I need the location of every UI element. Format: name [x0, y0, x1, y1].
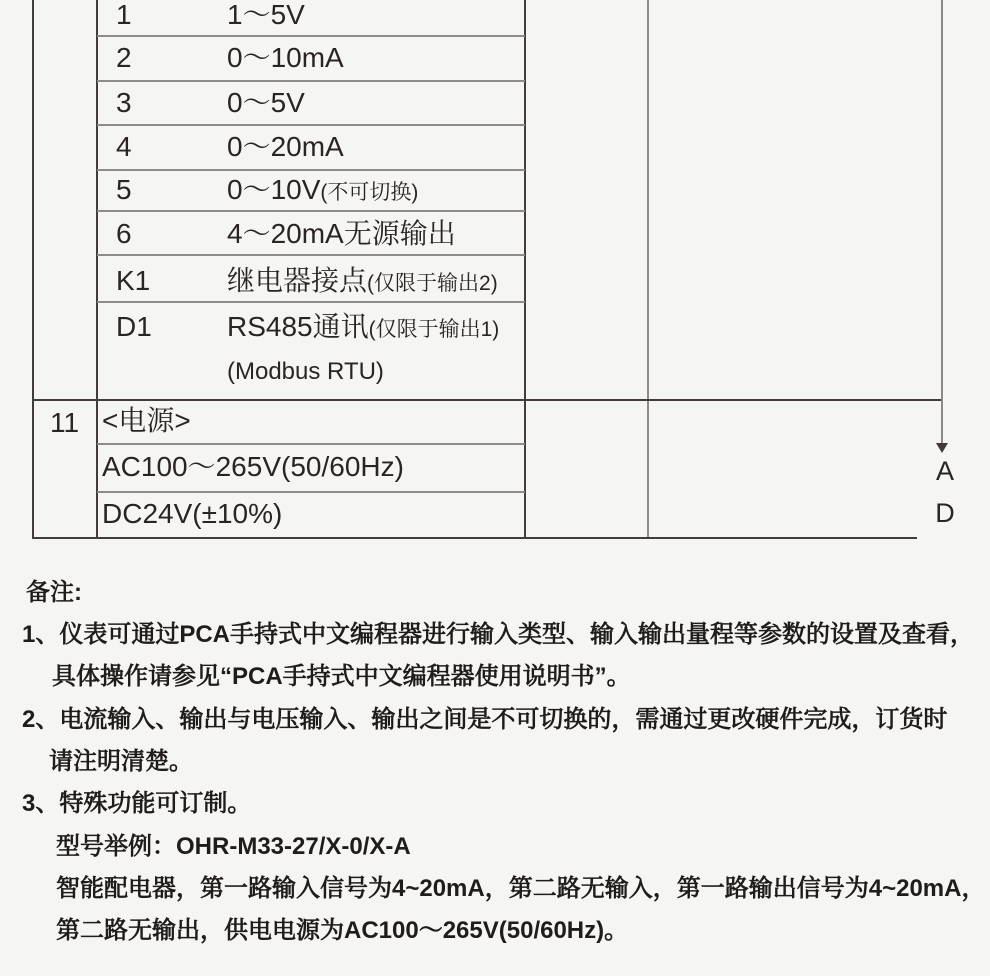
option-note: (仅限于输出2)	[367, 272, 498, 295]
table-row	[116, 43, 344, 73]
table-row	[116, 88, 305, 118]
option-desc: 0～10mA	[227, 42, 344, 73]
power-header: <电源>	[102, 405, 191, 436]
option-note: (不可切换)	[320, 181, 419, 204]
option-code: K1	[116, 265, 151, 296]
table-bottom-border	[32, 537, 917, 539]
option-note: (仅限于输出1)	[368, 318, 500, 341]
table-row	[116, 219, 456, 249]
option-code: 4	[116, 131, 132, 162]
row-index: 11	[49, 407, 80, 438]
table-border-col-mid	[647, 0, 649, 539]
row-separator	[97, 35, 525, 37]
power-code-d: D	[935, 498, 955, 528]
power-option: AC100～265V(50/60Hz)	[102, 451, 404, 482]
note-line-1: 1、仪表可通过PCA手持式中文编程器进行输入类型、输入输出量程等参数的设置及查看，	[22, 621, 975, 648]
option-desc: 0～10V	[227, 174, 321, 205]
row-separator	[97, 301, 525, 303]
option-desc-line2: (Modbus RTU)	[227, 358, 384, 385]
option-code: 2	[116, 42, 132, 73]
note-line-2: 2、电流输入、输出与电压输入、输出之间是不可切换的，需通过更改硬件完成，订货时	[22, 706, 948, 733]
arrow-down-icon	[941, 0, 943, 445]
table-row	[116, 175, 418, 205]
row-separator	[97, 210, 525, 212]
row-separator	[97, 80, 525, 82]
option-desc: 0～5V	[227, 87, 305, 118]
row-separator	[97, 124, 525, 126]
option-desc: RS485通讯	[227, 311, 369, 342]
table-row	[116, 0, 305, 30]
option-desc: 4～20mA无源输出	[227, 218, 456, 249]
note-model-example: 型号举例：OHR-M33-27/X-0/X-A	[56, 833, 411, 860]
note-line-2-cont: 请注明清楚。	[49, 748, 193, 775]
note-example-desc: 智能配电器，第一路输入信号为4~20mA，第二路无输入，第一路输出信号为4~20mA，	[56, 875, 986, 902]
option-desc: 1～5V	[227, 0, 305, 30]
option-desc: 继电器接点	[227, 265, 368, 296]
option-desc: 0～20mA	[227, 131, 344, 162]
row-separator	[97, 491, 525, 493]
row-separator	[97, 169, 525, 171]
note-line-1-cont: 具体操作请参见“PCA手持式中文编程器使用说明书”。	[52, 663, 631, 690]
option-code: D1	[116, 311, 152, 342]
notes-title: 备注:	[26, 579, 82, 606]
row-separator	[97, 443, 525, 445]
option-code: 1	[116, 0, 132, 30]
option-code: 3	[116, 87, 132, 118]
note-example-desc-cont: 第二路无输出，供电电源为AC100～265V(50/60Hz)。	[56, 917, 629, 944]
arrow-head-icon	[936, 443, 948, 453]
power-code-a: A	[935, 456, 954, 486]
option-code: 6	[116, 218, 132, 249]
option-code: 5	[116, 174, 132, 205]
power-option: DC24V(±10%)	[102, 498, 283, 529]
table-row	[116, 132, 344, 162]
power-row-top-border	[32, 399, 943, 401]
note-line-3: 3、特殊功能可订制。	[22, 790, 252, 817]
row-separator	[97, 254, 525, 256]
table-border-left	[32, 0, 34, 539]
table-row	[116, 312, 499, 342]
table-row	[116, 266, 498, 296]
